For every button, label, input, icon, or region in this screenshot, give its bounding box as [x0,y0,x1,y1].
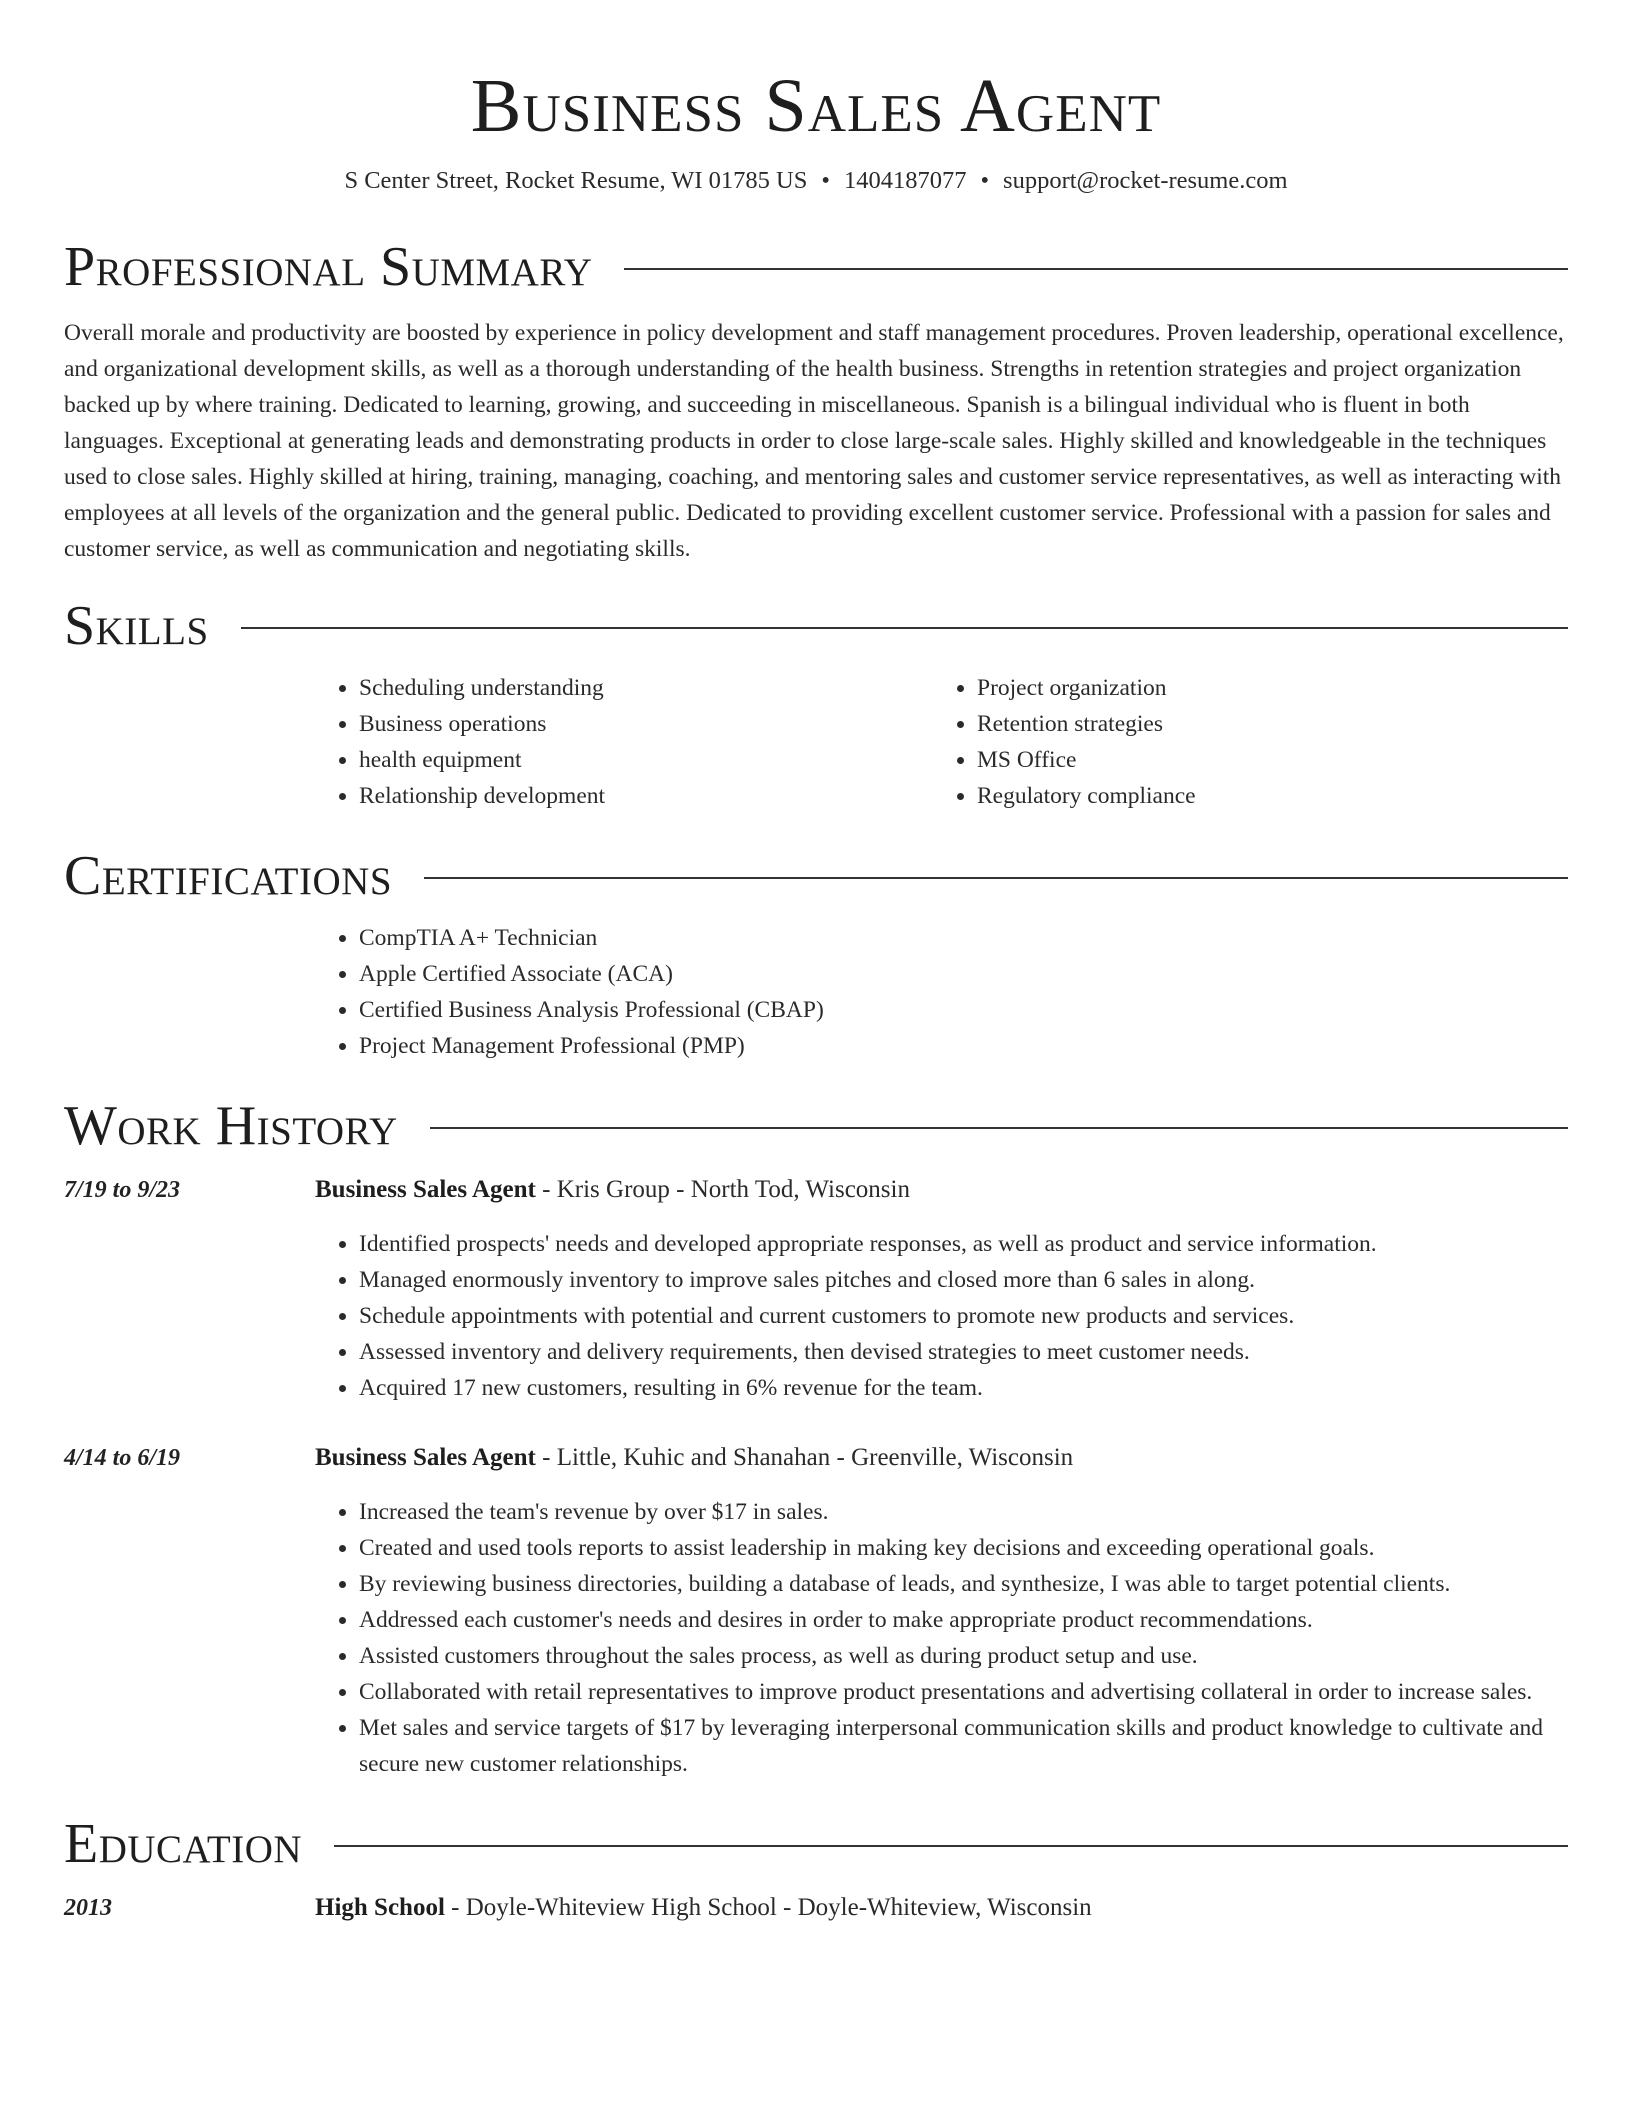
contact-email: support@rocket-resume.com [1003,167,1288,194]
summary-section-header [64,235,1568,299]
skills-section-header [64,594,1568,658]
skill-item: • health equipment [359,742,933,778]
education-school-location: - Doyle-Whiteview High School - Doyle-Whiteview, Wisconsin [444,1894,1092,1921]
skill-item: • Relationship development [359,778,933,814]
job-bullets [315,1494,1568,1782]
summary-text: Overall morale and productivity are boosted by experience in policy development and staff management procedures. Proven leadership, operational excellence, and organizational development skills, as well as a thorough understanding of the health business. Strengths in retention strategies and project organization backed up by where training. Dedicated to learning, growing, and succeeding in miscellaneous. Spanish is a bilingual individual who is fluent in both languages. Exceptional at generating leads and demonstrating products in order to close large-scale sales. Highly skilled and knowledgeable in the techniques used to close sales. Highly skilled at hiring, training, managing, coaching, and mentoring sales and customer service representatives, as well as interacting with employees at all levels of the organization and the general public. Dedicated to providing excellent customer service. Professional with a passion for sales and customer service, as well as communication and negotiating skills. [64,320,1564,562]
certification-item: • Certified Business Analysis Professional (CBAP) [359,992,1568,1028]
contact-separator: • [821,167,830,194]
job-bullets [315,1226,1568,1406]
education-year: 2013 [64,1895,112,1921]
job-title: Business Sales Agent [315,1444,536,1471]
section-divider [624,268,1568,270]
skill-item: • Scheduling understanding [359,670,933,706]
certifications-section-header [64,844,1568,908]
job-bullet: • Met sales and service targets of $17 by leveraging interpersonal communication skills and product knowledge to cultivate and secure new customer relationships. [359,1710,1568,1782]
skill-item: • Business operations [359,706,933,742]
skills-column-left [315,670,933,814]
contact-phone: 1404187077 [843,167,967,194]
job-bullet: • Assisted customers throughout the sales process, as well as during product setup and use. [359,1638,1568,1674]
section-divider [424,877,1568,879]
education-line [315,1890,1092,1926]
skill-item: • Retention strategies [977,706,1568,742]
job-bullet: • Managed enormously inventory to improve sales pitches and closed more than 6 sales in along. [359,1262,1568,1298]
skills-list [315,670,1568,814]
section-divider [430,1127,1568,1129]
education-section-header [64,1812,1568,1876]
job-header [64,1172,1568,1208]
job-dates: 7/19 to 9/23 [64,1177,181,1203]
job-bullet: • Schedule appointments with potential and current customers to promote new products and services. [359,1298,1568,1334]
job-employer-location: - Little, Kuhic and Shanahan - Greenville, Wisconsin [535,1444,1074,1471]
contact-separator: • [980,167,990,194]
contact-address: S Center Street, Rocket Resume, WI 01785 US [344,167,808,194]
contact-line [64,164,1568,198]
job-title: Business Sales Agent [315,1176,536,1203]
education-entry [64,1890,1568,1926]
job-bullet: • Increased the team's revenue by over $17 in sales. [359,1494,1568,1530]
work-history-heading: Work History [64,1095,398,1157]
skills-heading: Skills [64,595,209,657]
skill-item: • MS Office [977,742,1568,778]
certification-item: • Apple Certified Associate (ACA) [359,956,1568,992]
job-bullet: • By reviewing business directories, building a database of leads, and synthesize, I was able to target potential clients. [359,1566,1568,1602]
education-heading: Education [64,1813,303,1875]
job-bullet: • Assessed inventory and delivery requirements, then devised strategies to meet customer needs. [359,1334,1568,1370]
skills-column-right [933,670,1568,814]
job-bullet: • Acquired 17 new customers, resulting in 6% revenue for the team. [359,1370,1568,1406]
certification-item: • CompTIA A+ Technician [359,920,1568,956]
work-history-section-header [64,1094,1568,1158]
section-divider [334,1845,1568,1847]
job-employer-location: - Kris Group - North Tod, Wisconsin [535,1176,910,1203]
certifications-list [315,920,1568,1064]
candidate-name: Business Sales Agent [470,64,1162,148]
education-degree: High School [315,1894,445,1921]
section-divider [241,627,1568,629]
certifications-heading: Certifications [64,845,393,907]
job-bullet: • Created and used tools reports to assist leadership in making key decisions and exceeding operational goals. [359,1530,1568,1566]
certification-item: • Project Management Professional (PMP) [359,1028,1568,1064]
skill-item: • Project organization [977,670,1568,706]
work-entry [64,1440,1568,1782]
skill-item: • Regulatory compliance [977,778,1568,814]
work-entry [64,1172,1568,1406]
education-header [64,1890,1568,1926]
job-bullet: • Addressed each customer's needs and desires in order to make appropriate product recommendations. [359,1602,1568,1638]
job-bullet: • Identified prospects' needs and developed appropriate responses, as well as product and service information. [359,1226,1568,1262]
job-title-line [315,1172,910,1208]
job-dates: 4/14 to 6/19 [64,1445,181,1471]
job-bullet: • Collaborated with retail representatives to improve product presentations and advertising collateral in order to increase sales. [359,1674,1568,1710]
job-header [64,1440,1568,1476]
summary-heading: Professional Summary [64,236,593,298]
job-title-line [315,1440,1073,1476]
